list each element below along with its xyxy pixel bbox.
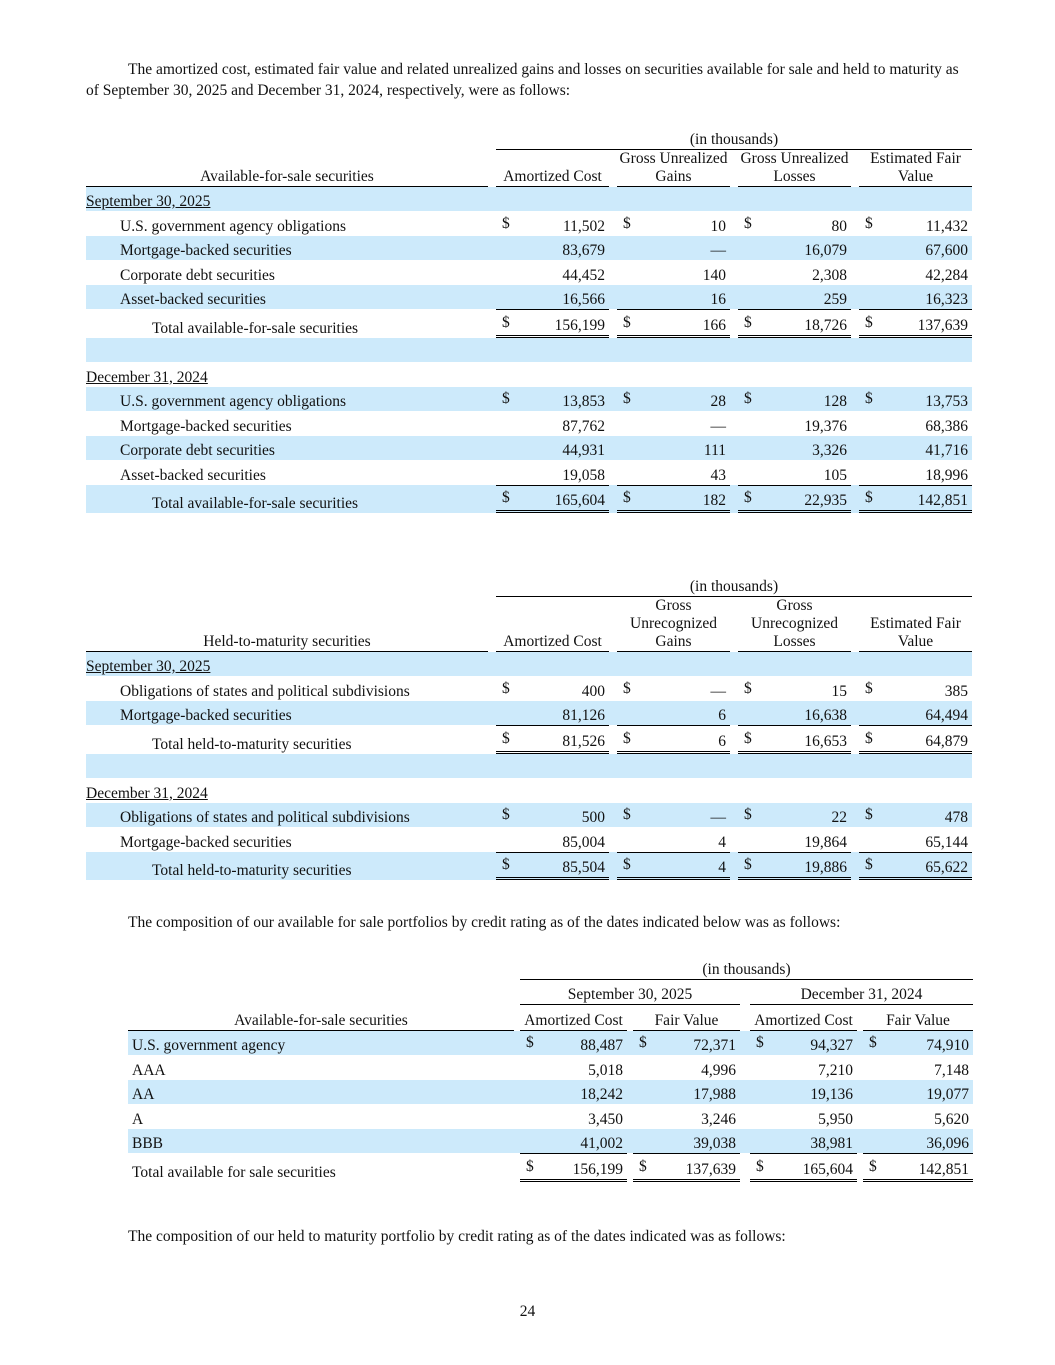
afs-col-gross-unrealized-losses: Gross Unrealized Losses <box>738 150 851 187</box>
table-row: Obligations of states and political subdivisions $ 500 $ — $ 22 $ 478 <box>86 803 972 828</box>
credit-period-dec-2024: December 31, 2024 <box>750 980 973 1006</box>
total-row: Total available-for-sale securities $ 156,199 $ 166 $ 18,726 $ 137,639 <box>86 309 972 338</box>
section-title: December 31, 2024 <box>86 784 208 802</box>
table-row: Mortgage-backed securities 85,004 4 19,864 65,144 <box>120 833 968 851</box>
table-row: Corporate debt securities 44,931 111 3,326 41,716 <box>86 436 972 461</box>
afs-col-gross-unrealized-gains: Gross Unrealized Gains <box>617 150 730 187</box>
table-row: U.S. government agency obligations $ 13,853 $ 28 $ 128 $ 13,753 <box>86 387 972 412</box>
credit-rating-table <box>128 954 973 1182</box>
table-row: A 3,450 3,246 5,950 5,620 <box>132 1110 969 1128</box>
credit-col-amortized-cost-2024: Amortized Cost <box>750 1005 857 1031</box>
table-row: BBB 41,002 39,038 38,981 36,096 <box>128 1129 973 1154</box>
section-title: September 30, 2025 <box>86 652 488 677</box>
afs-col-amortized-cost: Amortized Cost <box>496 150 609 187</box>
credit-period-sept-2025: September 30, 2025 <box>520 980 740 1006</box>
table-row: Asset-backed securities 19,058 43 105 18,996 <box>120 466 968 484</box>
total-row: Total held-to-maturity securities $ 85,504 $ 4 $ 19,886 $ 65,622 <box>86 852 972 881</box>
htm-col-gross-unrecognized-losses: Gross Unrecognized Losses <box>738 597 851 652</box>
afs-row-header: Available-for-sale securities <box>86 150 488 187</box>
htm-unit-header: (in thousands) <box>496 571 972 597</box>
total-row: Total available for sale securities $ 156,199 $ 137,639 $ 165,604 $ 142,851 <box>128 1153 973 1182</box>
htm-col-amortized-cost: Amortized Cost <box>496 597 609 652</box>
table-row: Corporate debt securities 44,452 140 2,308 42,284 <box>120 266 968 284</box>
table-row: Obligations of states and political subdivisions $ 400 $ — $ 15 $ 385 <box>120 679 968 700</box>
table-row: AA 18,242 17,988 19,136 19,077 <box>128 1080 973 1105</box>
afs-table <box>86 124 972 513</box>
htm-paragraph: The composition of our held to maturity portfolio by credit rating as of the dates indicated was as follows: <box>128 1228 786 1245</box>
credit-unit-header: (in thousands) <box>520 954 973 980</box>
afs-unit-header: (in thousands) <box>496 124 972 150</box>
credit-col-amortized-cost-2025: Amortized Cost <box>520 1005 627 1031</box>
credit-paragraph: The composition of our available for sale portfolios by credit rating as of the dates indicated below was as follows: <box>128 914 841 931</box>
total-row: Total available-for-sale securities $ 165,604 $ 182 $ 22,935 $ 142,851 <box>86 485 972 514</box>
total-row: Total held-to-maturity securities $ 81,526 $ 6 $ 16,653 $ 64,879 <box>86 725 972 754</box>
table-row: U.S. government agency $ 88,487 $ 72,371 $ 94,327 $ 74,910 <box>128 1031 973 1056</box>
table-row: Mortgage-backed securities 83,679 — 16,079 67,600 <box>86 236 972 261</box>
table-row: U.S. government agency obligations $ 11,502 $ 10 $ 80 $ 11,432 <box>120 214 968 235</box>
section-title: December 31, 2024 <box>86 368 208 386</box>
credit-row-header: Available-for-sale securities <box>128 1005 514 1031</box>
section-title: September 30, 2025 <box>86 187 488 212</box>
credit-col-fair-value-2024: Fair Value <box>863 1005 973 1031</box>
table-row: Mortgage-backed securities 81,126 6 16,638 64,494 <box>86 701 972 726</box>
htm-col-gross-unrecognized-gains: Gross Unrecognized Gains <box>617 597 730 652</box>
intro-paragraph: The amortized cost, estimated fair value and related unrealized gains and losses on securities available for sale and held to maturity as of September 30, 2025 and December 31, 2024, respectively, were as follows: <box>86 61 959 99</box>
table-row: AAA 5,018 4,996 7,210 7,148 <box>132 1061 969 1079</box>
htm-row-header: Held-to-maturity securities <box>86 597 488 652</box>
htm-col-estimated-fair-value: Estimated Fair Value <box>859 597 972 652</box>
table-row: Mortgage-backed securities 87,762 — 19,376 68,386 <box>120 417 968 435</box>
page-number: 24 <box>519 1303 536 1320</box>
credit-col-fair-value-2025: Fair Value <box>633 1005 740 1031</box>
afs-col-estimated-fair-value: Estimated Fair Value <box>859 150 972 187</box>
htm-table <box>86 571 972 880</box>
table-row: Asset-backed securities 16,566 16 259 16,323 <box>86 285 972 310</box>
